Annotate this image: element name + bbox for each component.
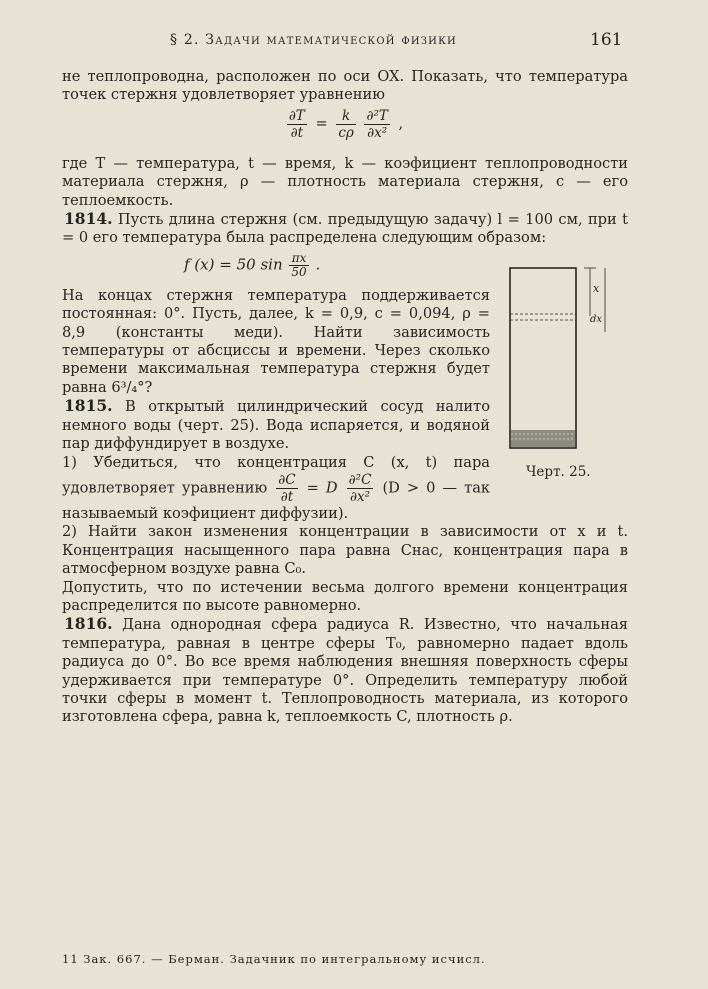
fraction-pix-50: $\frac{\pi x}{50}$ [291, 250, 307, 279]
problem-1814 [62, 210, 628, 248]
water-layer [511, 430, 575, 447]
problem-1816 [62, 615, 628, 726]
problem-number: 1814. [64, 209, 113, 229]
problem-number: 1815. [64, 396, 113, 416]
problem-1815-part1: 1) Убедиться, что концентрация C (x, t) пара удовлетворяет уравнению $\frac{\partial C}{\partial t}$ = D $\frac{\text{∂²C}}{\text{∂x²}}$ (D > 0 — так называемый коэфициент диффузии). [62, 453, 491, 522]
paragraph-definitions: где T — температура, t — время, k — коэфициент теплопроводности материала стержня, ρ — плотность материала стержня, c — его теплоемкость. [62, 154, 628, 209]
problem-1815-assumption: Допустить, что по истечении весьма долгого времени концентрация распределится по высоте равномерно. [62, 578, 628, 614]
fraction-d2C-dx2: $\frac{\text{∂²C}}{\text{∂x²}}$ [348, 471, 372, 505]
fraction-dC-dt: $\frac{\partial C}{\partial t}$ [278, 471, 296, 505]
page-number: 161 [590, 30, 623, 50]
problem-text: Пусть длина стержня (см. предыдущую задачу) l = 100 см, при t = 0 его температура была распределена следующим образом: [62, 211, 628, 247]
problem-text: В открытый цилиндрический сосуд налито немного воды (черт. 25). Вода испаряется, и водяной пар диффундирует в воздухе. [62, 398, 490, 453]
page-footer: 11 Зак. 667. — Берман. Задачник по интегральному исчисл. [62, 952, 486, 966]
initial-distribution-formula: f (x) = 50 sin $\frac{\pi x}{50}$ . [184, 250, 321, 279]
figure-caption: Черт. 25. [526, 464, 591, 480]
problem-1815 [62, 397, 490, 453]
problem-text: Дана однородная сфера радиуса R. Известно, что начальная температура, равная в центре сферы T₀, равномерно падает вдоль радиуса до 0°. Во все время наблюдения внешняя поверхность сферы удерживается при температуре 0°. Определить температуру любой точки сферы в момент t. Теплопроводность материала, из которого изготовлена сфера, равна k, теплоемкость C, плотность ρ. [62, 616, 628, 726]
vessel-outline [510, 268, 576, 448]
heat-equation: $\frac{\partial T}{\partial t}$ = $\frac{k}{c\rho}$ $\frac{\text{∂²T}}{\text{∂x²}}$ , [288, 107, 404, 141]
dx-label: dx [590, 314, 603, 325]
problem-number: 1816. [64, 614, 113, 634]
problem-1815-part2: 2) Найти закон изменения концентрации в зависимости от x и t. Концентрация насыщенного пара равна Cнас, концентрация пара в атмосферном воздухе равна C₀. [62, 523, 628, 578]
fraction-d2T-dx2: $\frac{\text{∂²T}}{\text{∂x²}}$ [366, 107, 388, 141]
fraction-k-crho: $\frac{k}{c\rho}$ [338, 107, 354, 141]
x-label: x [593, 282, 600, 295]
running-header [0, 32, 708, 54]
fraction-dT-dt: $\frac{\partial T}{\partial t}$ [288, 107, 305, 141]
vessel-diagram [502, 262, 622, 482]
section-title: § 2. Задачи математической физики [170, 32, 457, 48]
problem-1814-continued: На концах стержня температура поддерживается постоянная: 0°. Пусть, далее, k = 0,9, c = 0,094, ρ = 8,9 (константы меди). Найти зависимость температуры от абсциссы и времени. Через сколько времени максимальная температура стержня будет равна 6³/₄°? [62, 286, 490, 396]
paragraph-continuation: не теплопроводна, расположен по оси OX. Показать, что температура точек стержня удовлетворяет уравнению [62, 68, 628, 104]
